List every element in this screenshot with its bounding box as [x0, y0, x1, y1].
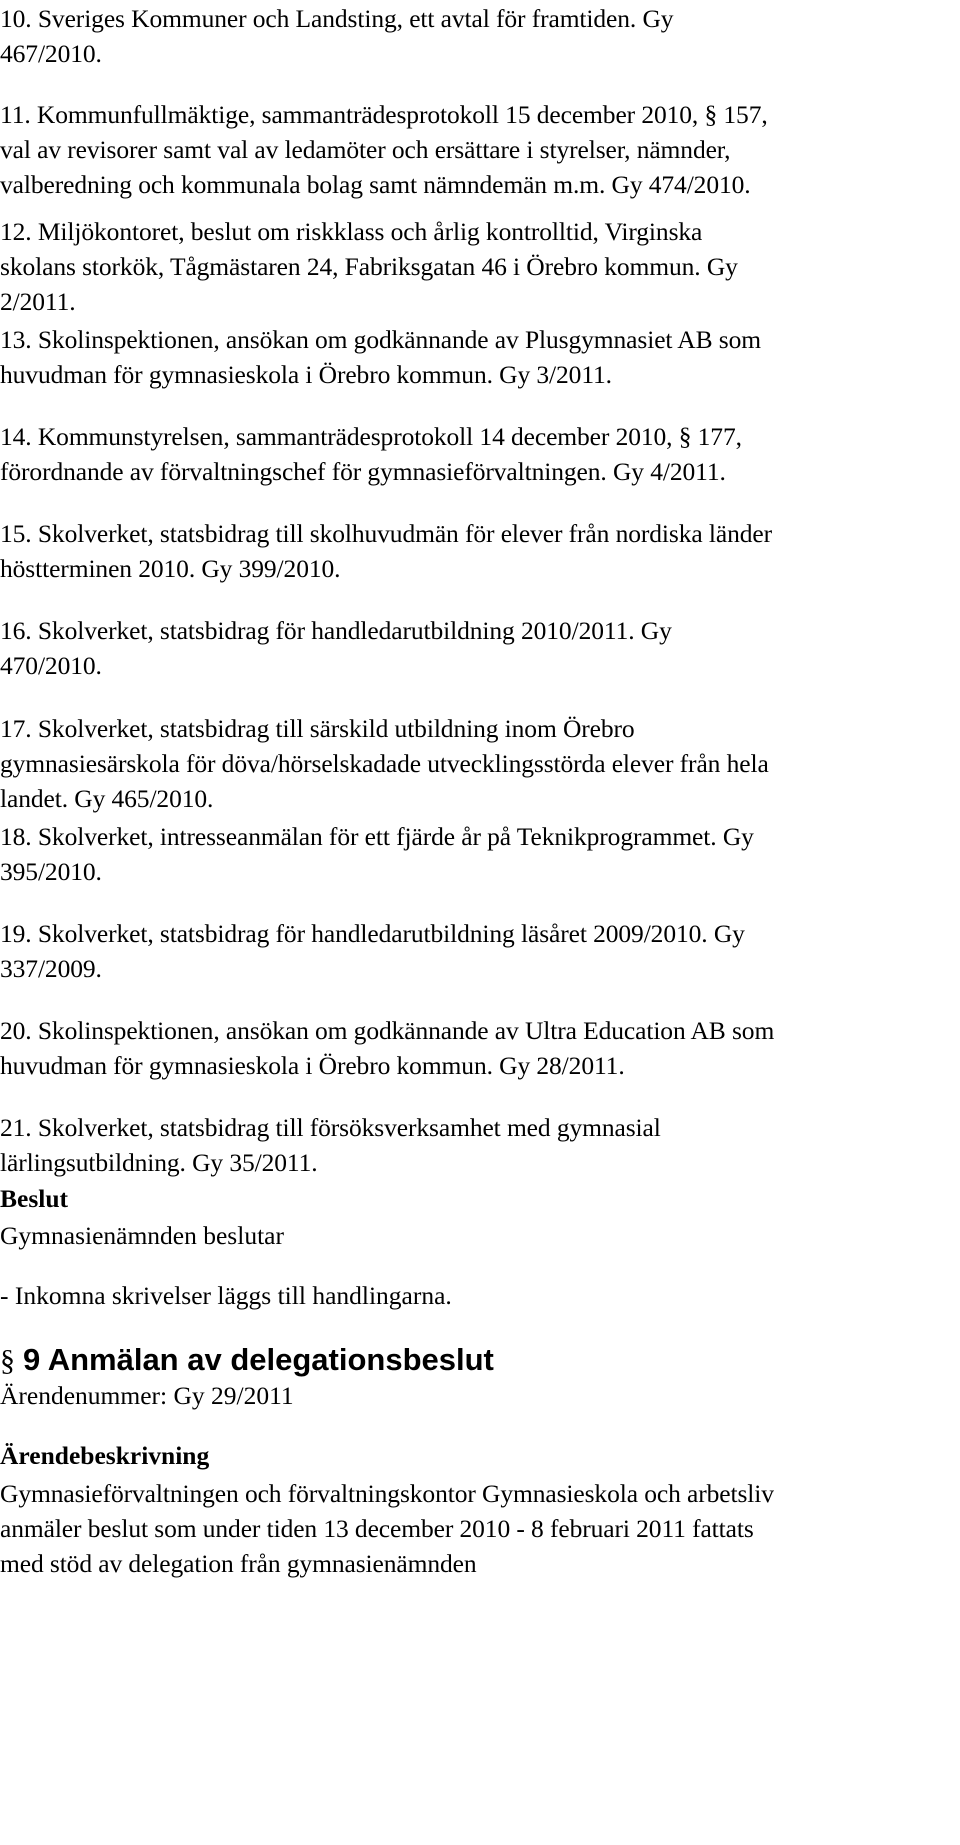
text-line: 395/2010.: [0, 857, 102, 886]
list-item-10: [0, 1, 950, 71]
paragraph-symbol: §: [0, 1344, 15, 1377]
list-item-20: [0, 1013, 950, 1083]
list-item-16: [0, 613, 950, 683]
section-title: 9 Anmälan av delegationsbeslut: [23, 1342, 494, 1377]
text-line: 15. Skolverket, statsbidrag till skolhuvudmän för elever från nordiska länder: [0, 519, 772, 548]
list-item-11: [0, 97, 950, 202]
text-line: 18. Skolverket, intresseanmälan för ett fjärde år på Teknikprogrammet. Gy: [0, 822, 754, 851]
text-line: landet. Gy 465/2010.: [0, 784, 214, 813]
text-line: valberedning och kommunala bolag samt nämndemän m.m. Gy 474/2010.: [0, 170, 751, 199]
text-line: 17. Skolverket, statsbidrag till särskild utbildning inom Örebro: [0, 714, 635, 743]
text-line: skolans storkök, Tågmästaren 24, Fabriksgatan 46 i Örebro kommun. Gy: [0, 252, 738, 281]
description-heading: Ärendebeskrivning: [0, 1441, 210, 1470]
text-line: gymnasiesärskola för döva/hörselskadade utvecklingsstörda elever från hela: [0, 749, 769, 778]
text-line: 20. Skolinspektionen, ansökan om godkännande av Ultra Education AB som: [0, 1016, 775, 1045]
text-line: lärlingsutbildning. Gy 35/2011.: [0, 1148, 318, 1177]
list-item-19: [0, 916, 950, 986]
list-item-21: [0, 1110, 950, 1180]
decision-heading: Beslut: [0, 1184, 69, 1213]
list-item-14: [0, 419, 950, 489]
text-line: 12. Miljökontoret, beslut om riskklass och årlig kontrolltid, Virginska: [0, 217, 703, 246]
text-line: 10. Sveriges Kommuner och Landsting, ett avtal för framtiden. Gy: [0, 4, 674, 33]
text-line: höstterminen 2010. Gy 399/2010.: [0, 554, 341, 583]
decision-bullet: - Inkomna skrivelser läggs till handlingarna.: [0, 1281, 452, 1310]
text-line: 11. Kommunfullmäktige, sammanträdesprotokoll 15 december 2010, § 157,: [0, 100, 768, 129]
text-line: 467/2010.: [0, 39, 102, 68]
text-line: 21. Skolverket, statsbidrag till försöksverksamhet med gymnasial: [0, 1113, 661, 1142]
text-line: anmäler beslut som under tiden 13 december 2010 - 8 februari 2011 fattats: [0, 1514, 754, 1543]
text-line: Gymnasieförvaltningen och förvaltningskontor Gymnasieskola och arbetsliv: [0, 1479, 774, 1508]
case-number: Ärendenummer: Gy 29/2011: [0, 1381, 294, 1410]
text-line: 16. Skolverket, statsbidrag för handledarutbildning 2010/2011. Gy: [0, 616, 672, 645]
text-line: förordnande av förvaltningschef för gymnasieförvaltningen. Gy 4/2011.: [0, 457, 726, 486]
text-line: 337/2009.: [0, 954, 102, 983]
text-line: 19. Skolverket, statsbidrag för handledarutbildning läsåret 2009/2010. Gy: [0, 919, 745, 948]
text-line: huvudman för gymnasieskola i Örebro kommun. Gy 3/2011.: [0, 360, 612, 389]
decision-body: Gymnasienämnden beslutar: [0, 1221, 284, 1250]
list-item-15: [0, 516, 950, 586]
text-line: med stöd av delegation från gymnasienämnden: [0, 1549, 477, 1578]
list-item-17: [0, 711, 950, 816]
list-item-18: [0, 819, 950, 889]
text-line: 470/2010.: [0, 651, 102, 680]
description-body: [0, 1476, 950, 1581]
text-line: 13. Skolinspektionen, ansökan om godkännande av Plusgymnasiet AB som: [0, 325, 761, 354]
section-heading: [0, 1340, 494, 1381]
text-line: val av revisorer samt val av ledamöter och ersättare i styrelser, nämnder,: [0, 135, 731, 164]
text-line: huvudman för gymnasieskola i Örebro kommun. Gy 28/2011.: [0, 1051, 625, 1080]
list-item-12: [0, 214, 950, 319]
list-item-13: [0, 322, 950, 392]
text-line: 2/2011.: [0, 287, 76, 316]
text-line: 14. Kommunstyrelsen, sammanträdesprotokoll 14 december 2010, § 177,: [0, 422, 742, 451]
